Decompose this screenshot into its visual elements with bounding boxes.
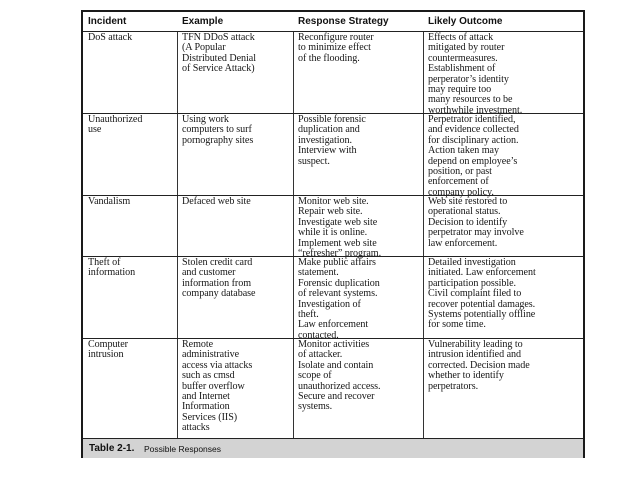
table-row	[83, 113, 583, 198]
table-caption	[83, 438, 583, 458]
example-cell: TFN DDoS attack (A Popular Distributed Denial of Service Attack)	[182, 32, 256, 75]
strategy-cell: Possible forensic duplication and investigation. Interview with suspect.	[298, 114, 366, 167]
table-row	[83, 338, 583, 438]
strategy-cell: Monitor web site. Repair web site. Investigate web site while it is online. Implement web site “refresher” program.	[298, 196, 382, 260]
caption-number: Table 2-1.	[89, 443, 135, 454]
header-example: Example	[182, 16, 224, 27]
table-header-row	[83, 12, 583, 31]
incident-cell: DoS attack	[88, 32, 133, 43]
header-likely-outcome: Likely Outcome	[428, 16, 503, 27]
table-row	[83, 31, 583, 116]
strategy-cell: Reconfigure router to minimize effect of the flooding.	[298, 32, 374, 64]
table-row	[83, 256, 583, 341]
outcome-cell: Detailed investigation initiated. Law enforcement participation possible. Civil complaint filed to recover potential damages. Systems potentially offline for some time.	[428, 257, 536, 331]
example-cell: Stolen credit card and customer information from company database	[182, 257, 256, 300]
incident-cell: Vandalism	[88, 196, 131, 207]
table-row	[83, 195, 583, 260]
header-incident: Incident	[88, 16, 127, 27]
example-cell: Using work computers to surf pornography sites	[182, 114, 254, 146]
example-cell: Remote administrative access via attacks such as cmsd buffer overflow and Internet Information Services (IIS) attacks	[182, 339, 253, 434]
strategy-cell: Monitor activities of attacker. Isolate and contain scope of unauthorized access. Secure and recover systems.	[298, 339, 381, 413]
outcome-cell: Effects of attack mitigated by router countermeasures. Establishment of perperator’s identity may require too many resources to be worthwhile investment.	[428, 32, 523, 116]
strategy-cell: Make public affairs statement. Forensic duplication of relevant systems. Investigation of theft. Law enforcement contacted.	[298, 257, 380, 341]
outcome-cell: Vulnerability leading to intrusion identified and corrected. Decision made whether to identify perpetrators.	[428, 339, 530, 392]
caption-title: Possible Responses	[144, 444, 222, 454]
example-cell: Defaced web site	[182, 196, 251, 207]
outcome-cell: Web site restored to operational status. Decision to identify perpetrator may involve law enforcement.	[428, 196, 524, 249]
incident-cell: Unauthorized use	[88, 114, 143, 136]
incident-cell: Computer intrusion	[88, 339, 128, 361]
incident-cell: Theft of information	[88, 257, 136, 279]
responses-table	[81, 10, 585, 458]
header-response-strategy: Response Strategy	[298, 16, 389, 27]
outcome-cell: Perpetrator identified, and evidence collected for disciplinary action. Action taken may depend on employee’s position, or past enforcement of company policy.	[428, 114, 519, 198]
